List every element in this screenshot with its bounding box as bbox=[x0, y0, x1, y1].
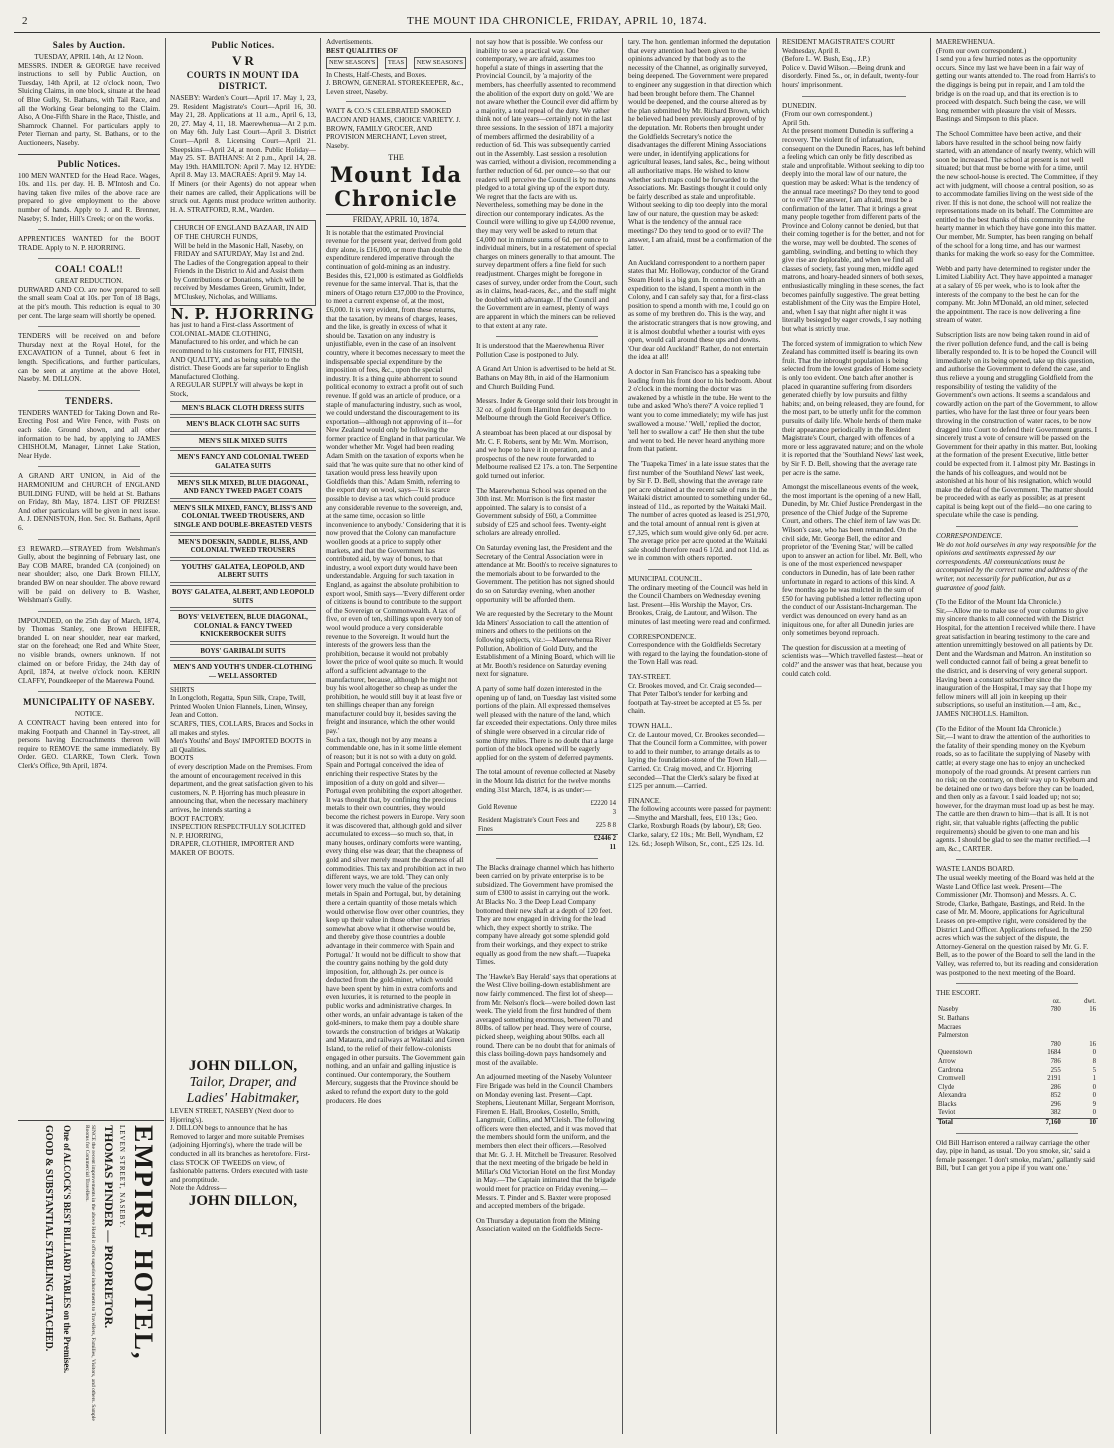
revenue-label bbox=[476, 835, 585, 853]
table-header-row bbox=[936, 998, 1098, 1007]
section-title: CORRESPONDENCE. bbox=[936, 532, 1003, 541]
column-6 bbox=[782, 38, 926, 1438]
news-item: The Maerewhenua School was opened on the 30th inst. Mr. Morrison is the first master appointed. The salary is to consist of a Government subsidy of £60, a Committee subsidy of £25 and school fees. Twenty-eight scholars are already enrolled. bbox=[476, 486, 607, 538]
table-row bbox=[476, 800, 618, 817]
column-rule bbox=[470, 38, 471, 1434]
escort-dwt bbox=[1063, 1032, 1098, 1041]
column-rule bbox=[165, 38, 166, 1434]
advert-address: LEVEN STREET, NASEBY (Next door to Hjorring's). bbox=[170, 1107, 294, 1124]
letter-heading: (To the Editor of the Mount Ida Chronicle.) bbox=[936, 598, 1061, 607]
advert: TENDERS WANTED for Taking Down and Re-Erecting Post and Wire Fence, with Posts on each side. Ground shown, and all other information to be had, by applying to JAMES CHISHOLM, Manager, Linnet Lake Station, Near Hyde. bbox=[18, 408, 160, 460]
product-line: MEN'S AND YOUTH'S UNDER-CLOTHING — WELL ASSORTED bbox=[170, 660, 316, 683]
table-row bbox=[936, 1024, 1098, 1033]
escort-oz: 780 bbox=[1050, 1006, 1061, 1014]
escort-dwt bbox=[1063, 1024, 1098, 1033]
church-bazaar-advert bbox=[170, 220, 316, 305]
masthead-name: Mount Ida Chronicle bbox=[330, 162, 462, 212]
advert-heading: MUNICIPALITY OF NASEBY. bbox=[23, 697, 155, 708]
article: Police v. David Wilson.—Being drunk and disorderly. Fined 5s., or, in default, twenty-four hours' imprisonment. bbox=[782, 63, 919, 89]
masthead-the: THE bbox=[388, 153, 404, 163]
table-row bbox=[936, 1032, 1098, 1041]
advert: WATT & CO.'S CELEBRATED SMOKED BACON AND HAMS, CHOICE VARIETY. J. BROWN, FAMILY GROCER, AND PROVISION MERCHANT, Leven street, Naseby. bbox=[326, 107, 461, 150]
escort-dwt: 0 bbox=[1092, 1083, 1096, 1091]
hotel-proprietor: THOMAS PINDER — PROPRIETOR. bbox=[102, 1125, 116, 1329]
advert: J. BROWN, GENERAL STOREKEEPER, &c., Leven street, Naseby. bbox=[326, 79, 464, 96]
disclaimer: We do not hold ourselves in any way responsible for the opinions and sentiments expressed by our correspondents. All communications must be accompanied by the correct name and address of the writer, not necessarily for publication, but as a guarantee of good faith. bbox=[936, 540, 1097, 592]
news-item: A party of some half dozen interested in the opening up of land, on Tuesday last visited some portions of the plain. All expressed themselves well pleased with the nature of the land, which far exceeded their expectations. Only three miles of shingle were observed in a circular ride of some thirty miles. There is no doubt that a large portion of the block opened will be eagerly applied for on the system of deferred payments. bbox=[476, 684, 617, 762]
dillon-advert bbox=[170, 1058, 316, 1438]
article: Cr. de Lautour moved, Cr. Brookes seconded—That the Council form a Committee, with power to add to their number, to arrange details as to laying the foundation-stone of the Town Hall.—Carried. Cr. Craig moved, and Cr. Hjorring seconded—That the Clerk's salary be fixed at £125 per annum.—Carried. bbox=[628, 730, 767, 791]
article: I send you a few hurried notes as the opportunity occurs. Since my last we have been in a fair way of getting our wants attended to. The road from Harris's to the diggings is being put in repair, and I am told the bridge is on the road up, and that its erection is to proceed with despatch. Such being the case, we will long remember with pleasure the visit of Messrs. Bastings and Simpson to this place. bbox=[936, 55, 1096, 124]
hotel-stabling: GOOD & SUBSTANTIAL STABLING ATTACHED. bbox=[43, 1125, 54, 1352]
news-item: An Auckland correspondent to a northern paper states that Mr. Holloway, conductor of the Grand Steam Hotel is a big gun. In connection with an expedition to the island, I spent a month in the Colony, and I can safely say that, for a first-class position to spend a month with me, I could go on as some of my brethren do. This is the way, and the aristocratic strangers that is now growing, and it is almost doubtful whether a tourist with eyes open, would call around these ups and downs. 'Our dear old Auckland!' Rather, do not entertain the idea at all! bbox=[628, 258, 772, 362]
leader-article: Such a tax, though not by any means a commendable one, has in it some little element of reason; but it is not so with a duty on gold. Spain and Portugal conceived the idea of enriching their respective States by the imposition of a duty on gold and silver—Portugal even prohibiting the export altogether. It was thought that, by confining the precious metals to their own countries, they would become the richest powers in Europe. Very soon it was discovered that, although gold and silver accumulated to excess—so much so, that, in many houses, ordinary comforts were wanting, every thing else was dear; that the cheapness of gold and silver merely meant the dearness of all commodities. This tax and prohibition act in two different ways, we are told. 'They can only lower very much the value of the precious metals in Spain and Portugal, but, by detaining there a certain quantity of those metals which would otherwise flow over other countries, they keep up their value in those other countries somewhat above what it otherwise would be, and thereby give those countries a double advantage in their commerce with Spain and Portugal.' It would not be difficult to show that the country gains nothing by the gold duty imposition, for, although 2s. per ounce is deducted from the gold-miner, which would have been spent by him in extra comforts and even luxuries, it is returned to the people in public works and administrative charges. In other words, an unfair advantage is taken of the gold-miners, to make them pay a double share towards the construction of bridges at Wakatip and Mataura, and railways at Waitaki and Green Island, to the relief of their fellow-colonists engaged in other pursuits. The Government gain nothing, and an unfair and galling injustice is continued. Our contemporary, the Southern Mercury, suggests that the Province should be asked to refund the export duty to the gold producers. He does bbox=[326, 735, 466, 1105]
escort-dwt: 0 bbox=[1092, 1049, 1096, 1057]
subheading: TAY-STREET. bbox=[628, 672, 671, 681]
empire-hotel-advert bbox=[18, 1120, 164, 1437]
advert: A GRAND ART UNION, in Aid of the HARMONIUM and CHURCH of ENGLAND BUILDING FUND, will be held at St. Bathans on Friday, 8th May, 1874. LIST OF PRIZES! And other particulars will be given in next issue. A. J. DENNISTON, Hon. Sec. St. Bathans, April 6. bbox=[18, 472, 160, 532]
column-rule bbox=[776, 38, 777, 1434]
section-title: Sales by Auction. bbox=[52, 40, 126, 50]
table-row bbox=[936, 1006, 1098, 1015]
subheading: (Before L. W. Bush, Esq., J.P.) bbox=[782, 55, 870, 64]
revenue-amount: £2220 14 3 bbox=[590, 800, 616, 816]
advert-heading: CHURCH OF ENGLAND BAZAAR, IN AID OF THE CHURCH FUNDS, bbox=[174, 224, 309, 241]
escort-place: Palmerston bbox=[938, 1032, 969, 1040]
subheading: FINANCE. bbox=[628, 796, 661, 805]
advert-heading: COURTS IN MOUNT IDA DISTRICT. bbox=[186, 70, 300, 91]
product-line: BOYS' GARIBALDI SUITS bbox=[170, 644, 316, 659]
article: The School Committee have been active, and their labors have resulted in the school being now fairly started, with an attendance of nearly twenty, which will soon be increased. The school at present is not well situated; but that must be borne with for a time, until the new school-house is erected. The Committee, if they act with judgment, will choose a central position, so as to accommodate families living on the west side of the river. If this is not done, the school will not realize the representations made on its behalf. The Committee are entitled to the best thanks of this community for the hearty manner in which they have gone into this matter. Our member, Mr. Sumpter, has been ranging on behalf of the school for a long time, and has our warmest thanks for making the work so easy for the Committee. bbox=[936, 129, 1098, 259]
product-line: MEN'S SILK MIXED, FANCY, BLISS'S AND COLONIAL TWEED TROUSERS, AND SINGLE AND DOUBLE-BREASTED VESTS bbox=[170, 501, 316, 533]
escort-place: Macraes bbox=[938, 1023, 962, 1031]
advert-heading: A REGULAR SUPPLY will always be kept in Stock, bbox=[170, 381, 303, 398]
escort-dwt: 8 bbox=[1092, 1057, 1096, 1065]
news-item: Messrs. Inder & George sold their lots brought in 32 oz. of gold from Hamilton for despatch to Melbourne through the Gold Receiver's Office. bbox=[476, 397, 618, 423]
escort-place: Arrow bbox=[938, 1057, 956, 1065]
column-header bbox=[936, 998, 1020, 1007]
news-item: The 'Tuapeka Times' in a late issue states that the first number of the 'Southland News' last week, by Sir F. D. Bell, showing that the average rate per acre obtained at the recent sale of runs in the Waitaki district amounted to something under 6d., instead of 11d., as reported by the Waitaki Mail. The number of acres quoted as leased is 251,970, and the total amount of annual rent is given at £7,325, which sum would give only 6d. per acre. The average price per acre quoted at the Waitaki sale should therefore read 6 1/2d. and not 11d. as we in common with others reported. bbox=[628, 459, 772, 563]
news-item: The total amount of revenue collected at Naseby in the Mount Ida district for the twelve months ending 31st March, 1874, is as under:— bbox=[476, 768, 616, 794]
table-row bbox=[936, 1041, 1098, 1050]
advert: In Longcloth, Regatta, Spun Silk, Crape, Twill, Printed Woolen Union Flannels, Linen, Winsey, Jean and Cotton. bbox=[170, 694, 308, 720]
revenue-amount: £2446 2 11 bbox=[585, 835, 618, 853]
product-line: MEN'S SILK MIXED, BLUE DIAGONAL, AND FANCY TWEED PAGET COATS bbox=[170, 476, 316, 499]
news-item: We are requested by the Secretary to the Mount Ida Miners' Association to call the attention of miners and others to the petitions on the following subjects, viz.:—Maerewhenua River Pollution, Abolition of Gold Duty, and the Establishment of a Mining Board, which will lie at Mr. Booth's residence on Saturday evening next for signature. bbox=[476, 610, 615, 679]
advert: Manufactured to his order, and which he can recommend to his customers for FIT, FINISH, AND QUALITY, and as being suitable to the district. These Goods are far superior to English Manufactured Clothing. bbox=[170, 338, 308, 381]
table-row bbox=[936, 1092, 1098, 1101]
news-item: It is understood that the Maerewhenua River Pollution Case is postponed to July. bbox=[476, 342, 605, 359]
advert-heading: TENDERS. bbox=[65, 395, 113, 406]
article: At the present moment Dunedin is suffering a recovery. The violent fit of infatuation, consequent on the Dunedin Races, has left behind a feeling which can only be fitly described as stale and unprofitable. Without seeking to dip too deeply into the moral law of our nature, the question may be asked: What is the tendency of the annual race meetings? Do they tend to good or to evil? The answer, I am afraid, must be a confirmation of the latter. That it brings a great many people together from different parts of the Province and Colony cannot be denied, but that their coming together is for the better, and not for the worse, may well be doubted. The scenes of gambling, swindling, and betting to which they give rise are deplorable, and when we find all classes of society, fast young men, middle aged matrons, and hoary-headed sinners of both sexes, enthusiastically mingling in these scenes, the fact becomes painfully suggestive. The great betting establishment of the City was the Empire Hotel, and, when I say that night after night it was literally besieged by eager crowds, I say nothing but what is strictly true. bbox=[782, 127, 926, 333]
escort-table bbox=[936, 998, 1098, 1128]
advert-subheading: NOTICE. bbox=[74, 710, 104, 719]
column-3 bbox=[326, 38, 466, 1438]
escort-oz bbox=[1020, 1032, 1063, 1041]
section-title: THE ESCORT. bbox=[936, 989, 981, 998]
escort-place bbox=[936, 1041, 1020, 1050]
hotel-billiard: One of ALCOCK'S BEST BILLIARD TABLES on the Premises. bbox=[62, 1125, 72, 1374]
advert: If Miners (or their Agents) do not appear when their names are called, their Applications will be struck out. Agents must produce written authority. H. A. STRATFORD, R.M., Warden. bbox=[170, 179, 316, 214]
section-title: MUNICIPAL COUNCIL. bbox=[628, 575, 703, 584]
escort-dwt: 0 bbox=[1092, 1092, 1096, 1100]
table-row bbox=[936, 1101, 1098, 1110]
escort-oz bbox=[1020, 1015, 1063, 1024]
advert: APPRENTICES WANTED for the BOOT TRADE. Apply to N. P. HJORRING. bbox=[18, 235, 160, 252]
column-header: oz. bbox=[1052, 997, 1061, 1005]
table-row bbox=[936, 1049, 1098, 1058]
revenue-label: Resident Magistrate's Court Fees and Fines bbox=[478, 817, 580, 833]
product-line: MEN'S SILK MIXED SUITS bbox=[170, 434, 316, 449]
advert-heading: SHIRTS bbox=[170, 685, 195, 694]
advert-heading: BOOT FACTORY. bbox=[170, 814, 225, 823]
news-item: A steamboat has been placed at our disposal by Mr. C. F. Roberts, sent by Mr. Wm. Morrison, and we hope to have it in operation, and a prospectus of the new route forwarded to Melbourne realised £2 17s. a ton. The Serpentine gold turned out inferior. bbox=[476, 428, 618, 480]
table-row bbox=[476, 835, 618, 853]
escort-place: Cromwell bbox=[938, 1075, 966, 1083]
page-header bbox=[14, 12, 1100, 33]
newspaper-title: THE MOUNT IDA CHRONICLE, FRIDAY, APRIL 10, 1874. bbox=[407, 15, 707, 27]
masthead-date: FRIDAY, APRIL 10, 1874. bbox=[326, 214, 466, 227]
table-total-row bbox=[936, 1119, 1098, 1128]
product-line: BOYS' VELVETEEN, BLUE DIAGONAL, COLONIAL & FANCY TWEED KNICKERBOCKER SUITS bbox=[170, 610, 316, 642]
escort-dwt bbox=[1063, 1015, 1098, 1024]
section-title: WASTE LANDS BOARD. bbox=[936, 865, 1015, 874]
subheading: (From our own correspondent.) bbox=[936, 46, 1027, 55]
advert: IMPOUNDED, on the 25th day of March, 1874, by Thomas Stanley, one Brown HEIFER, branded L on near shoulder, near ear marked, star on the forehead; one Red and White Steer, no visible brands, owners unknown. If not claimed on or before Friday, the 24th day of April, 1874, at twelve o'clock noon. KERIN CLAFFY, Poundkeeper of the Maerewa Pound. bbox=[18, 616, 160, 685]
article: not say how that is possible. We confess our inability to see a practical way. One contemporary, we are afraid, assumes too hopeful a state of things in asserting that the Provincial Council, by 'a majority of the members, has cheerfully assented to recommend the abolition of the export duty on gold.' We are not aware whether the Council ever did affirm by a majority, a total repeal of the duty. We rather think not of late years—certainly not in the last three sessions. In the session of 1871 a majority of members affirmed the desirability of a reduction of 6d. This was subsequently carried out in the Assembly. Last session a resolution was carried, without a division, recommending a further reduction of 6d. per ounce—so that our readers will perceive the Council is by no means pledged to a total giving up of the export duty. We regret that the facts are with us. Nevertheless, something may be done in the direction our contemporary indicates. As the Council were willing to give up £4,000 revenue, they may very well be asked to return that £4,000 not in minute sums of 6d. per ounce to individual miners, but in a restatement of special charges on miners generally to that amount. The survey department offers a fine field for such readjustment. Charges might be foregone in cases of survey, under order from the Court, such as in claims, head-races, &c., and the staff might be doubled with advantage. If the Council and the Government are in earnest, plenty of ways are apparent in which the miners can be relieved to that extent at any rate. bbox=[476, 38, 618, 330]
column-rule bbox=[320, 38, 321, 1434]
escort-dwt: 1 bbox=[1092, 1075, 1096, 1083]
article: Webb and party have determined to register under the Limited Liability Act. They have appointed a manager at a salary of £6 per week, who is to look after the interests of the company to the best he can for the company. Mr. John M'Donald, an old miner, selected the appointment. The race is now delivering a fine stream of water. bbox=[936, 264, 1093, 325]
advert: Will be held in the Masonic Hall, Naseby, on FRIDAY and SATURDAY, May 1st and 2nd. The Ladies of the Congregation appeal to their Friends in the District to Aid and Assist them by Contributions or Donations, which will be received by Mesdames Green, Grumitt, Inder, M'Cluskey, Nicholas, and Williams. bbox=[174, 241, 309, 302]
news-item: A doctor in San Francisco has a speaking tube leading from his front door to his bedroom. About 2 o'clock in the morning the doctor was awakened by a whistle in the tube. He went to the tube and asked 'Who's there?' A voice replied 'I want you to come immediately; my wife has just swallowed a mouse.' 'Well,' replied the doctor, 'tell her to swallow a cat!' He then shut the tube and went to bed. He never heard anything more from that patient. bbox=[628, 367, 772, 454]
section-title: Public Notices. bbox=[57, 158, 121, 169]
advertiser-name: JOHN DILLON, bbox=[188, 1058, 298, 1074]
article: The usual weekly meeting of the Board was held at the Waste Land Office last week. Present—The Commissioner (Mr. Thomson) and Messrs. A. C. Strode, Clarke, Bathgate, Bastings, and Reid. In the case of Mr. M. Moore, applications for Agricultural Leases on pre-emptive right, were considered by the District Land Officer. Applications refused. In the 250 acres which was the subject of the dispute, the Attorney-General on the question raised by Mr. G. F. Bell, as to the power of the Board to sell the land in the Valley, was referred to, but its reading and consideration was postponed to the next meeting of the Board. bbox=[936, 874, 1098, 977]
table-row bbox=[936, 1075, 1098, 1084]
table-row bbox=[936, 1058, 1098, 1067]
article: Amongst the miscellaneous events of the week, the most important is the opening of a new Hall, Dunedin, by Mr. Chief Justice Prendergast in the presence of the Chief Judge of the Supreme Court, and others. The chief item of law was Dr. Wilson's case, who has been remanded. On the civil side, Mr. George Bell, the editor and proprietor of the 'Evening Star,' will be called upon to answer an action for libel. Mr. Bell, who is one of the most experienced newspaper conductors in Dunedin, has of late been rather unfortunate in regard to actions of this kind. A few months ago he was mulcted in the sum of £50 for having published a letter reflecting upon the conduct of our Assistant-Inchargeman. The verdict was denounced on every hand as an iniquitous one, for after all Dunedin juries are only sometimes beyond reproach. bbox=[782, 483, 923, 638]
advert-heading: SCARFS, TIES, COLLARS, Braces and Socks in all makes and styles. bbox=[170, 720, 314, 737]
escort-oz: 852 bbox=[1050, 1092, 1061, 1100]
leader-article: It is notable that the estimated Provincial revenue for the present year, derived from gold duty alone, is £16,000, or more than double the expenditure rendered imperative through the continuation of gold-mining as an industry. Besides this, £21,000 is estimated as Goldfields revenue for the same interval. That is, that the miners of Otago return £37,000 to the Province, to meet a current expense of, at the most, £6,000. It is very evident, from these returns, that the taxation, by means of charges, leases, and the like, is greatly in excess of what it should be. Taxation on any industry is unjustifiable, even in the case of an insolvent country, where it becomes necessary to meet the indispensable special expenditure by the imposition of fees, &c., upon the special industry. It is a thing quite abhorrent to sound political economy to extract a profit out of such revenue. If gold was an article of produce, or a staple of manufacturing industry, such as wool, we could understand the discouragement to its exportation—although not approving of it—for New Zealand would only be following the former practice of England in that particular. We wonder whether Mr. Vogel had been reading Adam Smith on the taxation of exports when he said that 'he was quite sure that no other kind of taxation would press less heavily upon Goldfields than this.' Adam Smith, referring to the export duty on wool, says—'It is scarce possible to devise a tax which could produce any considerable revenue to the sovereign, and, at the same time, occasion so little inconvenience to anybody.' Considering that it is now proved that the Colony can manufacture woollen goods at a price to supply other markets, and that the Government has contributed aid, by way of bonus, to that industry, a wool export duty would have been understandable. Arguing for such taxation in England, as against the absolute prohibition to export wool, Smith says—'Every different order of citizens is bound to contribute to the support of the Sovereign or Commonwealth. A tax of five, or even of ten, shillings upon every ton of wool would produce a very considerable revenue to the Sovereign. It would hurt the interests of the growers less than the prohibition, because it would not probably lower the price of wool quite so much. It would afford a sufficient advantage to the manufacturer, because, although he might not buy his wool altogether so cheap as under the prohibition, he would still buy it at least five or ten shillings cheaper than any foreign manufacturer could buy it, besides saving the freight and insurance, which the other would pay.' bbox=[326, 228, 466, 736]
article: Correspondence with the Goldfields Secretary with regard to the laying the foundation-stone of the Town Hall was read. bbox=[628, 641, 768, 667]
column-7 bbox=[936, 38, 1098, 1438]
advertiser-name: N. P. HJORRING bbox=[171, 303, 315, 323]
escort-dwt: 10 bbox=[1063, 1119, 1098, 1128]
hotel-name: EMPIRE HOTEL, bbox=[129, 1125, 158, 1361]
news-item: Old Bill Harrison entered a railway carriage the other day, pipe in hand, as usual. 'Do you smoke, sir,' said a female passenger. 'I don't smoke, ma'am,' gallantly said Bill, 'but I can get you a pipe if you want one.' bbox=[936, 1138, 1095, 1173]
column-header: dwt. bbox=[1084, 997, 1096, 1005]
escort-oz: 255 bbox=[1050, 1066, 1061, 1074]
letter: Sir,—Allow me to make use of your columns to give my sincere thanks to all connected with the District Hospital, for the attention I received while there. I have great satisfaction in bearing testimony to the care and attention unremittingly bestowed on all patients by Dr. Dent and the Wardsman and Matron. An institution so well conducted cannot fail of being a great benefit to the district, and is deserving of very general support. Having been a constant subscriber since the inauguration of the Hospital, I may say that I hope my fellow miners will all join in keeping up their subscriptions, so useful an institution.—I am, &c., JAMES NICHOLLS. Hamilton. bbox=[936, 606, 1096, 718]
page-number: 2 bbox=[22, 15, 28, 27]
escort-place: Alexandra bbox=[938, 1092, 967, 1100]
advert-subheading: GREAT REDUCTION. bbox=[54, 277, 124, 286]
product-line: MEN'S BLACK CLOTH DRESS SUITS bbox=[170, 401, 316, 416]
advert: NASEBY: Warden's Court—April 17. May 1, 23, 29. Resident Magistrate's Court—April 16, 30. May 21, 28. Applications at 11 a.m., April 6, 13, 20, 27. May 4, 11, 18. Maerewhenua—At 2 p.m. on May 6th. July Last Court—April 3. District Court—April 8. Licensing Court—April 21. Sheepskins—April 24, at noon. Public Holiday—May 25. ST. BATHANS: At 2 p.m., April 14, 28. May 19th. HAMILTON: April 7. May 12. HYDE: April 8. May 13. MACRAES: April 9. May 14. bbox=[170, 94, 316, 180]
table-row bbox=[936, 1015, 1098, 1024]
escort-dwt: 9 bbox=[1092, 1100, 1096, 1108]
product-line: MEN'S DOESKIN, SADDLE, BLISS, AND COLONIAL TWEED TROUSERS bbox=[170, 535, 316, 558]
revenue-label: Gold Revenue bbox=[478, 804, 518, 812]
subheading: (From our own correspondent.) bbox=[782, 110, 873, 119]
news-item: An adjourned meeting of the Naseby Volunteer Fire Brigade was held in the Council Chambers on Monday evening last. Present—Capt. Stephens, Lieutenant Millar, Sergeant Morrison, Firemen E. Hall, Brookes, Costello, Smith, Langmuir, Collins, and M'Cleish. The following officers were then elected, and it was moved that the members should form the uniform, and the members then elect their officers.—Resolved that Mr. G. J. H. Mitchell be Treasurer. Resolved that the next meeting of the brigade be held in Millar's Old Victorian Hotel on the first Monday in May.—The Captain intimated that the brigade would meet for practice on Friday evening.—Messrs. T. Pinder and S. Baxter were proposed and accepted members of the brigade. bbox=[476, 1073, 617, 1211]
advert: has just to hand a First-class Assortment of bbox=[170, 321, 294, 330]
section-title: MAEREWHENUA. bbox=[936, 38, 995, 46]
advert: A CONTRACT having been entered into for making Footpath and Channel in Tay-street, all persons having Encroachments thereon will require to REMOVE the same immediately. By Order. GEO. CLARKE, Town Clerk. Town Clerk's Office, 9th April, 1874. bbox=[18, 719, 160, 770]
sale-notice: MESSRS. INDER & GEORGE have received instructions to sell by Public Auction, on Tuesday, 14th April, at 12 o'clock noon, Two Sluicing Claims, in one block, situate at the head of Blue Gully, St. Bathans, with Tail Race, and all the Working Gear belonging to the Claim. Also, A One-Fifth Share in the Race, Thistle, and Shamrock Channel. For particulars apply to Peter Tiernan and party, St. Bathans, or to the Auctioneers, Naseby. bbox=[18, 61, 160, 147]
column-4 bbox=[476, 38, 618, 1438]
revenue-table bbox=[476, 800, 618, 853]
product-line: BOYS' GALATEA, ALBERT, AND LEOPOLD SUITS bbox=[170, 585, 316, 608]
article: The following accounts were passed for payment:—Smythe and Marshall, fees, £10 13s.; Geo. Clarke, Roxburgh Roads (by labour), £8; Geo. Clarke, salary, £2 10s.; Mr. Bell, Wyndham, £2 12s. 6d.; Joseph Wilson, Sr., cont., £25 12s. 1d. bbox=[628, 805, 772, 848]
escort-oz: 382 bbox=[1050, 1109, 1061, 1117]
masthead bbox=[326, 154, 466, 226]
advert: TENDERS will be received on and before Thursday next at the Royal Hotel, for the EXCAVATION of a Tunnel, about 6 feet in length. Specifications, and further particulars, can be seen at anytime at the above Hotel, Naseby. M. DILLON. bbox=[18, 332, 160, 384]
teas-label: TEAS bbox=[385, 57, 407, 69]
escort-place: Teviot bbox=[938, 1109, 956, 1117]
escort-oz: 2191 bbox=[1047, 1075, 1061, 1083]
advert: In Chests, Half-Chests, and Boxes. bbox=[326, 70, 427, 79]
escort-place: St. Bathans bbox=[938, 1014, 969, 1022]
advert: INSPECTION RESPECTFULLY SOLICITED bbox=[170, 823, 306, 832]
section-title: Public Notices. bbox=[211, 40, 275, 50]
table-row bbox=[936, 1067, 1098, 1076]
news-item: A Grand Art Union is advertised to be held at St. Bathans on May 8th, in aid of the Harmonium and Church Building Fund. bbox=[476, 365, 616, 391]
article: The forced system of immigration to which New Zealand has committed itself is bearing its own fruit. That the inbrought population is being selected from the lowest grades of Home society is only too evident. One batch after another is placed in quarantine suffering from disorders generated chiefly by low pursuits and filthy habits; and, on being released, they are found, for the most part, to be utterly unfit for the common pursuits of daily life. Whole herds of them make their appearance periodically in the Resident Magistrate's Court, charged with offences of a more or less aggravated nature; and on the whole it is reported that the 'Southland News' last week, by Sir F. D. Bell, showing that the average rate per acre is the same. bbox=[782, 339, 925, 477]
advertiser-name: N. P. HJORRING, bbox=[170, 831, 223, 840]
escort-oz: 296 bbox=[1050, 1100, 1061, 1108]
news-item: The Blacks drainage channel which has hitherto been carried on by private enterprise is to be subsidized. The Government have promised the sum of £300 to assist in carrying out the work. At Blacks No. 3 the Deep Lead Company bottomed their new shaft at a depth of 120 feet. They are now engaged in driving for the lead which, they expect shortly to strike. The company have already got some splendid gold from their workings, and they expect to strike equally as good from the new shaft.—Tuapeka Times. bbox=[476, 863, 615, 967]
escort-dwt: 5 bbox=[1092, 1066, 1096, 1074]
advert-heading: BEST QUALITIES OF bbox=[326, 46, 398, 55]
escort-place: Naseby bbox=[938, 1006, 959, 1014]
advert: DURWARD AND CO. are now prepared to sell the small seam Coal at 10s. per Ton of 18 Bags, at the pit's mouth. This reduction is equal to 30 per cent. The large seam will shortly be opened. bbox=[18, 285, 160, 320]
news-item: On Thursday a deputation from the Mining Association waited on the Goldfields Secre- bbox=[476, 1216, 603, 1234]
advert: DRAPER, CLOTHIER, IMPORTER AND MAKER OF BOOTS. bbox=[170, 840, 294, 857]
advert-heading: COLONIAL-MADE CLOTHING, bbox=[170, 329, 271, 338]
news-item: The 'Hawke's Bay Herald' says that operations at the West Clive boiling-down establishment are now fairly commenced. The first lot of sheep—from Mr. Nelson's flock—were boiled down last week. The yield from the first hundred of them averaged something enormous, between 70 and 80lbs. of tallow per head. They were of course, picked sheep, weighing about 90lbs. each all round. There can be no doubt that for animals of this class boiling-down pays handsomely and most of the available. bbox=[476, 972, 617, 1067]
column-5 bbox=[628, 38, 772, 1438]
subheading: TOWN HALL. bbox=[628, 721, 673, 730]
table-row bbox=[936, 1109, 1098, 1118]
table-row bbox=[476, 817, 618, 835]
advertiser-name: JOHN DILLON, bbox=[188, 1192, 298, 1209]
escort-oz: 780 bbox=[1050, 1040, 1061, 1048]
article: Cr. Brookes moved, and Cr. Craig seconded—That Peter Talbot's tender for kerbing and footpath at Tay-street be accepted at £5 5s. per chain. bbox=[628, 681, 762, 716]
dateline: April 5th. bbox=[782, 118, 810, 127]
column-rule bbox=[930, 38, 931, 1434]
article: Subscription lists are now being taken round in aid of the river pollution defence fund, and the call is being liberally responded to. It is to be hoped the Council will immediately on its being opened, take up this question, and authorise the Government to defend the case, and thus relieve a young and struggling Goldfield from the responsibility of testing the validity of the Government's own actions. It seems a scandalous and cowardly action on the part of the Government, to allow parties, who have for the last three or four years been throwing in the construction of water races, to be now dragged into Court to defend their Government grants. I sincerely trust a vote of censure will be passed on the Government for their apathy in this matter. But, looking at the formation of the present Executive, little better could be expected from it. I almost pity Mr. Bastings in the hands of his colleagues, and would not be astonished at his hour of his resignation, which would make the defeat of the Government. The matter should be proceeded with as early as possible; as at present capital is being kept out of the field—no one caring to speculate while the case is pending. bbox=[936, 331, 1098, 520]
royal-cipher: V R bbox=[232, 53, 254, 68]
product-line: YOUTHS' GALATEA, LEOPOLD, AND ALBERT SUITS bbox=[170, 560, 316, 583]
section-title: Advertisements. bbox=[326, 38, 373, 46]
letter-heading: (To the Editor of the Mount Ida Chronicle.) bbox=[936, 724, 1061, 733]
subheading: Wednesday, April 8. bbox=[782, 46, 841, 55]
product-line: MEN'S BLACK CLOTH SAC SUITS bbox=[170, 417, 316, 432]
season-label: NEW SEASON'S bbox=[326, 57, 378, 69]
escort-oz: 286 bbox=[1050, 1083, 1061, 1091]
escort-place: Blacks bbox=[938, 1100, 957, 1108]
escort-place: Cardrona bbox=[938, 1066, 964, 1074]
product-line: MEN'S FANCY AND COLONIAL TWEED GALATEA SUITS bbox=[170, 450, 316, 473]
escort-place: Total bbox=[936, 1119, 1020, 1128]
escort-oz: 1684 bbox=[1047, 1049, 1061, 1057]
article: The ordinary meeting of the Council was held in the Council Chambers on Wednesday evening last. Present—His Worship the Mayor, Crs. Brookes, Craig, de Lautour, and Wilson. The minutes of last meeting were read and confirmed. bbox=[628, 583, 771, 626]
advert-heading: COAL! COAL!! bbox=[54, 264, 124, 275]
advert-heading: Men's Youths' and Boys' IMPORTED BOOTS in all Qualities. bbox=[170, 737, 312, 754]
news-item: On Saturday evening last, the President and the Secretary of the Central Association were in attendance at Mr. Booth's to receive signatures to the memorials about to be forwarded to the Government. The petition has not signed should do so on Saturday evening, when another opportunity will be afforded them. bbox=[476, 544, 618, 604]
escort-dwt: 16 bbox=[1089, 1006, 1096, 1014]
season-label: NEW SEASON'S bbox=[414, 57, 466, 69]
column-rule bbox=[622, 38, 623, 1434]
advert: 100 MEN WANTED for the Head Race. Wages, 10s. and 11s. per day. H. B. M'Intosh and Co. having taken five miles of the above race are prepared to give employment to the above number of hands. Apply to J. and R. Brenner, Naseby; S. Inder, Hill's Creek; or on the works. bbox=[18, 171, 160, 223]
advert: Note the Address— bbox=[170, 1184, 227, 1193]
escort-dwt: 0 bbox=[1092, 1109, 1096, 1117]
teas-advert bbox=[326, 57, 466, 69]
escort-oz bbox=[1020, 1024, 1063, 1033]
escort-place: Clyde bbox=[938, 1083, 955, 1091]
advert-heading: BOOTS bbox=[170, 754, 194, 763]
section-title: RESIDENT MAGISTRATE'S COURT bbox=[782, 38, 895, 46]
letter: Sir,—I want to draw the attention of the authorities to the fatality of their spending money on the Kyeburn roads, so as to facilitate the supplying of Naseby with cattle; at every stage one has to enjoy an unchecked monopoly of the road grounds. At present carriers run no risk; on the contrary, on their way up to Kyeburn and be detained one or two days before they can be loaded, and then only as a favour. I said loaded up; not so; however, for the drayman must load up as best he may. The cattle are then drawn to him—that is all. It is not right, sir, that valuable rights (affecting the public requirements) should be given to one man and his agents. I should be glad to see the matter rectified.—I am, &c., CARTER. bbox=[936, 733, 1098, 853]
table-row bbox=[936, 1084, 1098, 1093]
section-title: DUNEDIN. bbox=[782, 101, 817, 110]
sale-date: TUESDAY, APRIL 14th, At 12 Noon. bbox=[34, 53, 144, 61]
escort-oz: 7,160 bbox=[1020, 1119, 1063, 1128]
escort-oz: 786 bbox=[1050, 1057, 1061, 1065]
advert-tagline: Tailor, Draper, and Ladies' Habitmaker, bbox=[186, 1075, 300, 1106]
advert: £3 REWARD.—STRAYED from Welshman's Gully, about the beginning of February last, one Bay COB MARE, branded CA (conjoined) on near shoulder; also, one Dark Brown FILLY, branded BW on near shoulder. The above reward will be paid on delivery to B. Washer, Welshman's Gully. bbox=[18, 544, 160, 605]
hotel-street: LEVEN STREET, NASEBY. bbox=[118, 1125, 126, 1229]
advert: J. DILLON begs to announce that he has Removed to larger and more suitable Premises (adjoining Hjorring's), where the trade will be conducted in all its branches as heretofore. First-class STOCK OF TWEEDS on view, of fashionable patterns. Orders executed with taste and promptitude. bbox=[170, 1124, 311, 1184]
subheading: CORRESPONDENCE. bbox=[628, 632, 697, 641]
column-2 bbox=[170, 38, 316, 1054]
article: The question for discussion at a meeting of scientists was—'Which travelled fastest—heat or cold?' and the answer was that heat, because you could catch cold. bbox=[782, 643, 924, 678]
article: tary. The hon. gentleman informed the deputation that every attention had been given to the opinions advanced by that body as to the necessity of the Channel, as originally surveyed, being deepened. The Government were prepared to engineer any suggestion in that direction which had been brought before them. The Channel would be deepened, and the course altered as by the plan submitted by Mr. Richard Brown, which he believed had been previously approved of by the deputation. Mr. Roberts then brought under the Goldfields Secretary's notice the disadvantages the different Mining Associations were under, in identifying applications for agricultural leases, land sales, &c., being without all authoritative maps. He wished to know whether such maps could be forwarded to the Associations. Mr. Bastings thought it could only be fairly described as stale and unprofitable. Without seeking to dip too deeply into the moral law of our nature, the question may be asked: What is the tendency of the annual race meetings? Do they tend to good or to evil? The answer, I am afraid, must be a confirmation of the latter. bbox=[628, 38, 772, 253]
escort-dwt: 16 bbox=[1089, 1040, 1096, 1048]
hotel-text: SINCE the recent improvements in the above Hotel it offers superior inducements to Travellers, Families, Visitors, and others. Sample Rooms for Commercial Travellers. bbox=[84, 1125, 96, 1421]
escort-place: Queenstown bbox=[938, 1049, 972, 1057]
revenue-amount: 225 8 8 bbox=[595, 821, 616, 829]
advert: of every description Made on the Premises. From the amount of encouragement received in this department, and the great satisfaction given to his customers, N. P. Hjorring has much pleasure in announcing that, when the necessary machinery arrives, he intends starting a bbox=[170, 763, 313, 814]
